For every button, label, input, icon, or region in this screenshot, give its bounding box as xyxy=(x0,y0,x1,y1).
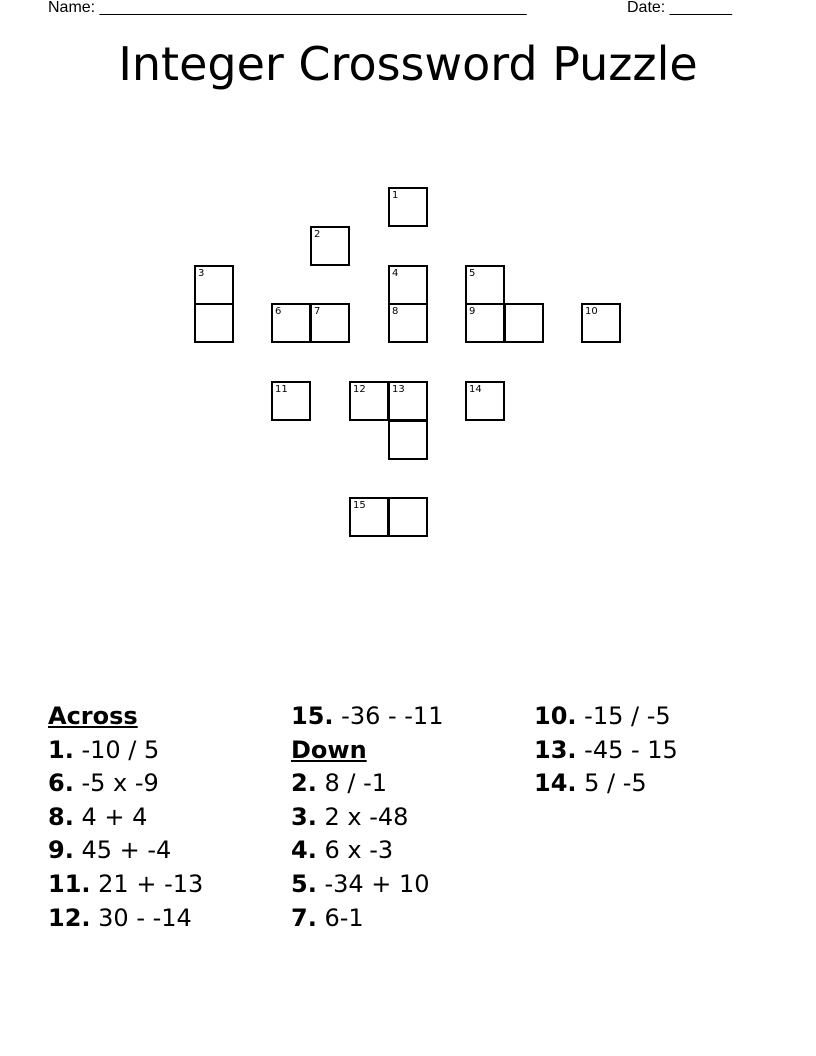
clue-text: -36 - -11 xyxy=(341,702,444,730)
crossword-cell[interactable] xyxy=(388,265,428,305)
crossword-cell[interactable] xyxy=(310,226,350,266)
clue-text: -45 - 15 xyxy=(584,735,678,764)
crossword-cell[interactable] xyxy=(388,187,428,227)
crossword-cell[interactable] xyxy=(271,303,311,343)
clue-number: 10. xyxy=(534,702,577,730)
clue-number: 9. xyxy=(48,836,74,865)
clue-text: 21 + -13 xyxy=(98,869,204,898)
cell-number: 4 xyxy=(392,268,399,279)
clue-item xyxy=(291,868,443,902)
clue-item xyxy=(48,834,203,868)
clue-text: 8 / -1 xyxy=(324,769,388,798)
clue-number: 3. xyxy=(291,802,317,831)
cell-number: 14 xyxy=(469,384,482,395)
crossword-cell[interactable] xyxy=(194,265,234,305)
clue-number: 4. xyxy=(291,836,317,865)
date-field-label: Date: _______ xyxy=(627,0,732,16)
clue-number: 5. xyxy=(291,869,317,898)
clue-text: -15 / -5 xyxy=(584,702,671,730)
cell-number: 6 xyxy=(275,306,282,317)
page-title: Integer Crossword Puzzle xyxy=(118,37,698,91)
clue-item xyxy=(48,868,203,902)
crossword-cell[interactable] xyxy=(504,303,544,343)
cell-number: 10 xyxy=(585,306,598,317)
crossword-cell[interactable] xyxy=(310,303,350,343)
clue-number: 11. xyxy=(48,869,91,898)
clue-item xyxy=(291,902,443,936)
across-heading: Across xyxy=(48,702,138,730)
crossword-cell[interactable] xyxy=(194,303,234,343)
clue-item xyxy=(291,834,443,868)
clue-text: -34 + 10 xyxy=(324,869,430,898)
clue-text: 45 + -4 xyxy=(81,836,172,865)
crossword-cell[interactable] xyxy=(465,303,505,343)
crossword-cell[interactable] xyxy=(465,265,505,305)
cell-number: 8 xyxy=(392,306,399,317)
clue-item xyxy=(534,767,678,801)
clue-number: 7. xyxy=(291,903,317,932)
cell-number: 1 xyxy=(392,190,399,201)
cell-number: 2 xyxy=(314,229,321,240)
clue-number: 15. xyxy=(291,702,334,730)
clue-item xyxy=(291,700,443,734)
name-field-label: Name: ________________________________________________ xyxy=(48,0,527,16)
clue-number: 6. xyxy=(48,769,74,798)
clue-item xyxy=(48,801,203,835)
clue-item xyxy=(48,734,203,768)
clue-text: 6 x -3 xyxy=(324,836,394,865)
clue-number: 2. xyxy=(291,769,317,798)
crossword-cell[interactable] xyxy=(271,381,311,421)
cell-number: 7 xyxy=(314,306,321,317)
clue-number: 14. xyxy=(534,769,577,798)
clue-number: 1. xyxy=(48,735,74,764)
clue-item xyxy=(48,767,203,801)
clue-text: 4 + 4 xyxy=(81,802,148,831)
clue-item xyxy=(534,700,678,734)
cell-number: 3 xyxy=(198,268,205,279)
crossword-cell[interactable] xyxy=(465,381,505,421)
crossword-cell[interactable] xyxy=(388,381,428,421)
crossword-cell[interactable] xyxy=(349,497,389,537)
clue-item xyxy=(291,767,443,801)
clue-number: 8. xyxy=(48,802,74,831)
crossword-cell[interactable] xyxy=(581,303,621,343)
clue-column xyxy=(48,700,203,935)
clue-item xyxy=(291,801,443,835)
clue-number: 12. xyxy=(48,903,91,932)
crossword-cell[interactable] xyxy=(349,381,389,421)
clue-item xyxy=(48,902,203,936)
clue-number: 13. xyxy=(534,735,577,764)
clue-text: 30 - -14 xyxy=(98,903,192,932)
cell-number: 9 xyxy=(469,306,476,317)
clue-text: 6-1 xyxy=(324,903,364,932)
clue-text: -5 x -9 xyxy=(81,769,159,798)
clue-text: -10 / 5 xyxy=(81,735,160,764)
cell-number: 11 xyxy=(275,384,288,395)
cell-number: 13 xyxy=(392,384,405,395)
down-heading: Down xyxy=(291,735,367,764)
cell-number: 5 xyxy=(469,268,476,279)
crossword-cell[interactable] xyxy=(388,420,428,460)
clue-item xyxy=(534,734,678,768)
clue-column xyxy=(291,700,443,935)
clue-column xyxy=(534,700,678,801)
clue-text: 2 x -48 xyxy=(324,802,409,831)
clue-text: 5 / -5 xyxy=(584,769,647,798)
crossword-cell[interactable] xyxy=(388,497,428,537)
cell-number: 12 xyxy=(353,384,366,395)
cell-number: 15 xyxy=(353,500,366,511)
crossword-cell[interactable] xyxy=(388,303,428,343)
